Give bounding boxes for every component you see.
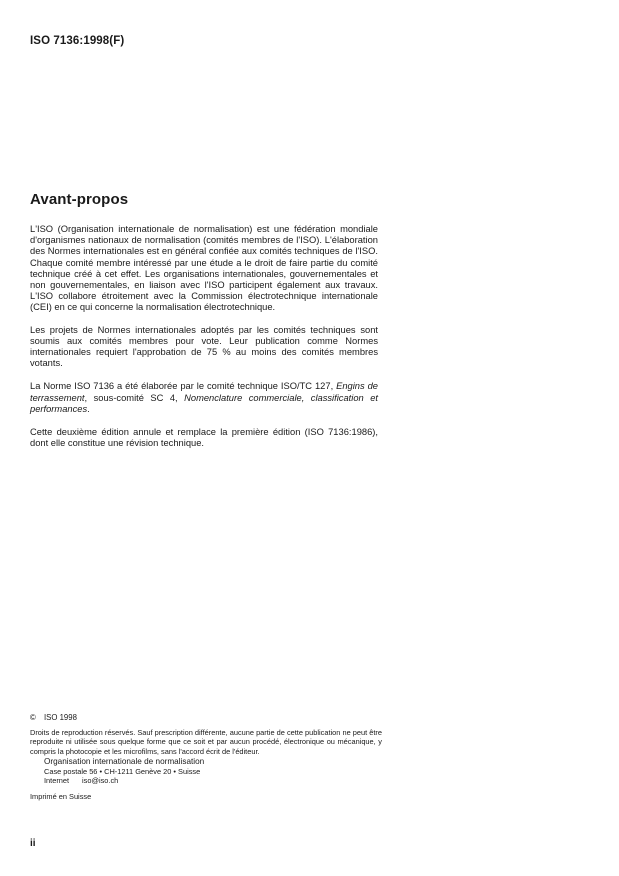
foreword-paragraph-3 — [30, 381, 378, 415]
foreword-paragraph-1: L'ISO (Organisation internationale de normalisation) est une fédération mondiale d'organismes nationaux de normalisation (comités membres de l'ISO). L'élaboration des Normes internationales est en général confiée aux comités techniques de l'ISO. Chaque comité membre intéressé par une étude a le droit de faire partie du comité technique créé à cet effet. Les organisations internationales, gouvernementales et non gouvernementales, en liaison avec l'ISO participent également aux travaux. L'ISO collabore étroitement avec la Commission électrotechnique internationale (CEI) en ce qui concerne la normalisation électrotechnique. — [30, 224, 378, 313]
paragraph-3-text-a: La Norme ISO 7136 a été élaborée par le comité technique ISO/TC 127, — [30, 381, 334, 392]
copyright-line — [30, 713, 382, 723]
standard-reference-header: ISO 7136:1998(F) — [30, 35, 125, 47]
internet-line — [44, 776, 382, 785]
internet-label: Internet — [44, 776, 70, 786]
page-number: ii — [30, 838, 36, 849]
paragraph-3-text-b: , sous-comité SC 4, — [84, 392, 178, 403]
copyright-block — [30, 713, 382, 801]
foreword-paragraph-2: Les projets de Normes internationales adoptés par les comités techniques sont soumis aux comités membres pour vote. Leur publication comme Normes internationales requiert l'approbation de 75 % au moins des comités membres votants. — [30, 324, 378, 369]
internet-address: iso@iso.ch — [82, 776, 119, 786]
organisation-name: Organisation internationale de normalisation — [44, 757, 205, 767]
printed-in: Imprimé en Suisse — [30, 791, 92, 801]
paragraph-3-text-c: . — [87, 403, 90, 414]
subcommittee-title: Nomenclature commerciale, classification et performances — [30, 392, 378, 414]
page-title: Avant-propos — [30, 191, 129, 208]
copyright-notice: Droits de reproduction réservés. Sauf prescription différente, aucune partie de cette publication ne peut être reproduite ni utilisée sous quelque forme que ce soit et par aucun procédé, électronique ou mécanique, y compris la photocopie et les microfilms, sans l'accord écrit de l'éditeur. — [30, 727, 382, 756]
copyright-year: ISO 1998 — [44, 713, 77, 722]
postal-address: Case postale 56 • CH-1211 Genève 20 • Suisse — [44, 766, 201, 776]
foreword-body — [30, 224, 378, 461]
foreword-paragraph-4: Cette deuxième édition annule et remplace la première édition (ISO 7136:1986), dont elle constitue une révision technique. — [30, 427, 378, 449]
publisher-address — [44, 757, 382, 785]
copyright-icon: © — [30, 713, 36, 722]
committee-title: Engins de terrassement — [30, 381, 379, 403]
